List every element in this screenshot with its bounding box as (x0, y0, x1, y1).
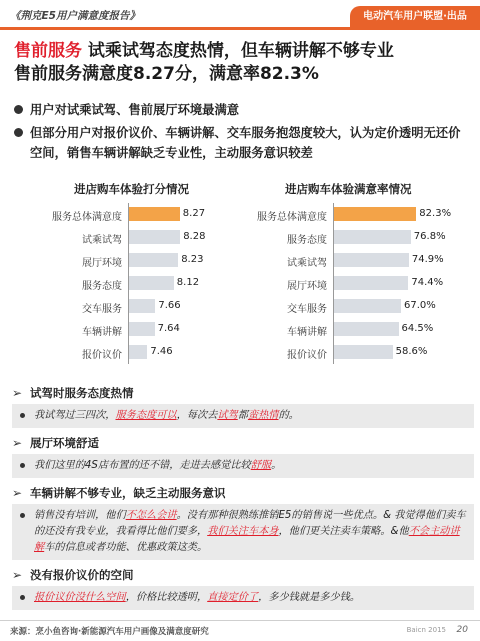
bullet-dot-icon (20, 463, 25, 468)
section-heading-text: 试驾时服务态度热情 (30, 386, 134, 400)
quote-highlight: 报价议价没什么空间 (34, 592, 126, 603)
data-label: 8.28 (183, 231, 206, 242)
bar (129, 276, 174, 290)
bullet-dot-icon (20, 413, 25, 418)
quote-highlight: 我们关注车本身 (207, 526, 279, 537)
bar (129, 230, 180, 244)
arrow-icon: ➢ (12, 436, 23, 450)
category-label: 展厅环境 (82, 258, 122, 269)
bar (334, 230, 411, 244)
bar (334, 253, 409, 267)
page-number: 20 (456, 625, 468, 635)
bar (129, 345, 147, 359)
section-heading-text: 没有报价议价的空间 (30, 568, 134, 582)
headline-line-1 (14, 40, 474, 63)
quote-text: ，多少钱就是多少钱。 (258, 592, 360, 603)
data-label: 82.3% (419, 208, 452, 219)
summary-bullet: 用户对试乘试驾、售前展厅环境最满意 (12, 100, 472, 120)
headline-line-2: 售前服务满意度8.27分，满意率82.3% (14, 64, 319, 84)
quote-text: ，每次去 (176, 410, 218, 421)
score-chart-title: 进店购车体验打分情况 (74, 182, 189, 196)
headline-line-1-rest: 试乘试驾态度热情，但车辆讲解不够专业 (82, 41, 394, 61)
bullet-dot-icon (20, 513, 25, 518)
page-footer (0, 620, 480, 641)
quote-section-heading (12, 482, 474, 504)
quote-highlight: 试驾 (217, 410, 238, 421)
quote-text: 销售没有培训，他们 (34, 510, 126, 521)
category-label: 试乘试驾 (82, 235, 122, 246)
quote-text: 都 (237, 410, 248, 421)
section-heading-text: 展厅环境舒适 (30, 436, 99, 450)
footer-source: 来源：烹小鱼咨询·新能源汽车用户画像及满意度研究 (10, 627, 209, 637)
quote-highlight: 舒服 (250, 460, 272, 471)
rate-chart-title: 进店购车体验满意率情况 (285, 182, 412, 196)
headline-highlight: 售前服务 (14, 41, 82, 61)
bar (129, 322, 155, 336)
summary-bullets (12, 100, 472, 166)
footer-logo: Baicn 2015 (406, 626, 446, 634)
arrow-icon: ➢ (12, 568, 23, 582)
bullet-dot-icon (14, 128, 23, 137)
quote-highlight: 不怎么会讲 (125, 510, 177, 521)
brand-tab: 电动汽车用户联盟·出品 (350, 6, 480, 28)
user-quote (12, 454, 474, 478)
summary-bullet: 但部分用户对报价议价、车辆讲解、交车服务抱怨度较大，认为定价透明无还价空间，销售车辆讲解缺乏专业性，主动服务意识较差 (12, 123, 472, 163)
data-label: 8.23 (181, 254, 204, 265)
data-label: 7.64 (157, 323, 180, 334)
data-label: 67.0% (404, 300, 436, 311)
rate-bar-chart (240, 200, 480, 375)
quote-text: 的。 (278, 410, 299, 421)
quote-highlight: 蛮热情 (247, 410, 279, 421)
category-label: 车辆讲解 (287, 327, 327, 338)
bullet-dot-icon (20, 595, 25, 600)
category-label: 试乘试驾 (287, 258, 327, 269)
top-bar (0, 0, 480, 34)
bar (334, 276, 408, 290)
category-label: 报价议价 (287, 350, 327, 361)
quote-section-heading (12, 432, 474, 454)
bar (129, 253, 178, 267)
data-label: 7.46 (150, 346, 173, 357)
data-label: 8.27 (182, 208, 206, 219)
data-label: 74.4% (411, 277, 444, 288)
quote-text: 我试驾过三四次， (34, 410, 116, 421)
bullet-dot-icon (14, 105, 23, 114)
user-quote (12, 504, 474, 560)
data-label: 8.12 (176, 277, 200, 288)
user-quotes (12, 382, 474, 614)
quote-text: ，价格比较透明， (125, 592, 208, 603)
quote-highlight: 服务态度可以 (115, 410, 177, 421)
quote-text: ，他们更关注卖车策略。&他 (278, 526, 409, 537)
data-label: 64.5% (401, 323, 434, 334)
page-headline (14, 40, 474, 86)
bar (334, 299, 401, 313)
category-label: 服务态度 (287, 235, 327, 246)
category-label: 报价议价 (82, 350, 122, 361)
data-label: 74.9% (411, 254, 444, 265)
data-label: 76.8% (413, 231, 446, 242)
category-label: 展厅环境 (287, 281, 327, 292)
bar (334, 207, 416, 221)
document-title: 《荆克E5用户满意度报告》 (10, 10, 140, 22)
quote-text: 。没有那种很熟练推销E5的销售说一些优点。& 我觉得他们卖车的还没有我专业，我看得比他们要多， (34, 510, 466, 537)
user-quote (12, 586, 474, 610)
quote-text: 车的信息或者功能、优惠政策这类。 (44, 542, 208, 553)
user-quote (12, 404, 474, 428)
category-label: 服务态度 (82, 281, 122, 292)
category-label: 服务总体满意度 (257, 212, 327, 223)
arrow-icon: ➢ (12, 386, 23, 400)
quote-highlight: 直接定价了 (207, 592, 259, 603)
section-heading-text: 车辆讲解不够专业，缺乏主动服务意识 (30, 486, 226, 500)
category-label: 交车服务 (287, 304, 327, 315)
quote-highlight: 不会主动讲解 (34, 526, 460, 553)
quote-section-heading (12, 382, 474, 404)
category-label: 车辆讲解 (82, 327, 122, 338)
quote-section-heading (12, 564, 474, 586)
quote-text: 。 (271, 460, 282, 471)
quote-text: 我们这里的4S店布置的还不错，走进去感觉比较 (34, 460, 251, 471)
data-label: 58.6% (395, 346, 428, 357)
arrow-icon: ➢ (12, 486, 23, 500)
bar (334, 345, 393, 359)
bar (129, 207, 180, 221)
data-label: 7.66 (158, 300, 181, 311)
category-label: 交车服务 (82, 304, 122, 315)
bar (129, 299, 155, 313)
bar (334, 322, 399, 336)
category-label: 服务总体满意度 (52, 212, 122, 223)
score-bar-chart (0, 200, 240, 375)
